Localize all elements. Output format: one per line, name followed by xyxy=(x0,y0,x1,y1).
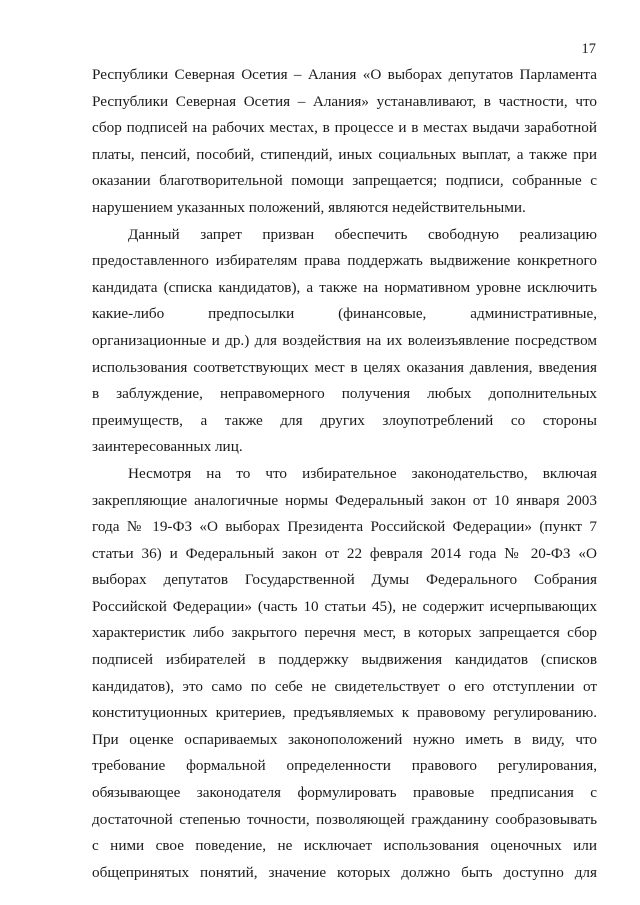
text-line: сбор подписей на рабочих местах, в процессе и в местах выдачи заработной xyxy=(92,119,597,137)
text-line: использования соответствующих мест в целях оказания давления, введения xyxy=(92,358,597,376)
text-line: с ними свое поведение, не исключает использования оценочных или xyxy=(92,837,597,855)
text-line: какие-либо предпосылки (финансовые, административные, xyxy=(92,305,597,323)
text-line: закрепляющие аналогичные нормы Федеральный закон от 10 января 2003 xyxy=(92,491,597,509)
text-line: статьи 36) и Федеральный закон от 22 февраля 2014 года № 20-ФЗ «О xyxy=(92,544,597,562)
text-line: нарушением указанных положений, являются недействительными. xyxy=(92,198,526,216)
text-line: оказании благотворительной помощи запрещается; подписи, собранные с xyxy=(92,172,597,190)
text-line: предоставленного избирателям права поддержать выдвижение конкретного xyxy=(92,252,597,270)
text-line: обязывающее законодателя формулировать правовые предписания с xyxy=(92,784,597,802)
page-number: 17 xyxy=(581,41,596,57)
text-line: подписей избирателей в поддержку выдвижения кандидатов (списков xyxy=(92,651,597,669)
text-line: в заблуждение, неправомерного получения любых дополнительных xyxy=(92,385,597,403)
text-line: Данный запрет призван обеспечить свободную реализацию xyxy=(128,225,597,243)
text-line: Российской Федерации» (часть 10 статьи 45), не содержит исчерпывающих xyxy=(92,597,597,615)
text-line: общепринятых понятий, значение которых должно быть доступно для xyxy=(92,863,597,881)
text-line: достаточной степенью точности, позволяющей гражданину сообразовывать xyxy=(92,810,597,828)
text-line: выборах депутатов Государственной Думы Федерального Собрания xyxy=(92,571,597,589)
text-line: кандидатов), это само по себе не свидетельствует о его отступлении от xyxy=(92,677,597,695)
paragraph xyxy=(92,62,597,222)
paragraph xyxy=(92,222,597,461)
text-line: организационные и др.) для воздействия на их волеизъявление посредством xyxy=(92,331,597,349)
paragraph xyxy=(92,461,597,887)
text-line: заинтересованных лиц. xyxy=(92,438,243,456)
text-line: кандидата (списка кандидатов), а также на нормативном уровне исключить xyxy=(92,278,597,296)
text-line: требование формальной определенности правового регулирования, xyxy=(92,757,597,775)
text-line: Республики Северная Осетия – Алания» устанавливают, в частности, что xyxy=(92,92,597,110)
text-line: платы, пенсий, пособий, стипендий, иных социальных выплат, а также при xyxy=(92,145,597,163)
text-line: преимуществ, а также для других злоупотреблений со стороны xyxy=(92,411,597,429)
text-line: характеристик либо закрытого перечня мест, в которых запрещается сбор xyxy=(92,624,597,642)
text-line: Несмотря на то что избирательное законодательство, включая xyxy=(128,464,597,482)
document-body xyxy=(92,62,597,886)
text-line: конституционных критериев, предъявляемых к правовому регулированию. xyxy=(92,704,597,722)
text-line: года № 19-ФЗ «О выборах Президента Российской Федерации» (пункт 7 xyxy=(92,518,597,536)
text-line: При оценке оспариваемых законоположений нужно иметь в виду, что xyxy=(92,730,597,748)
text-line: Республики Северная Осетия – Алания «О выборах депутатов Парламента xyxy=(92,66,597,83)
